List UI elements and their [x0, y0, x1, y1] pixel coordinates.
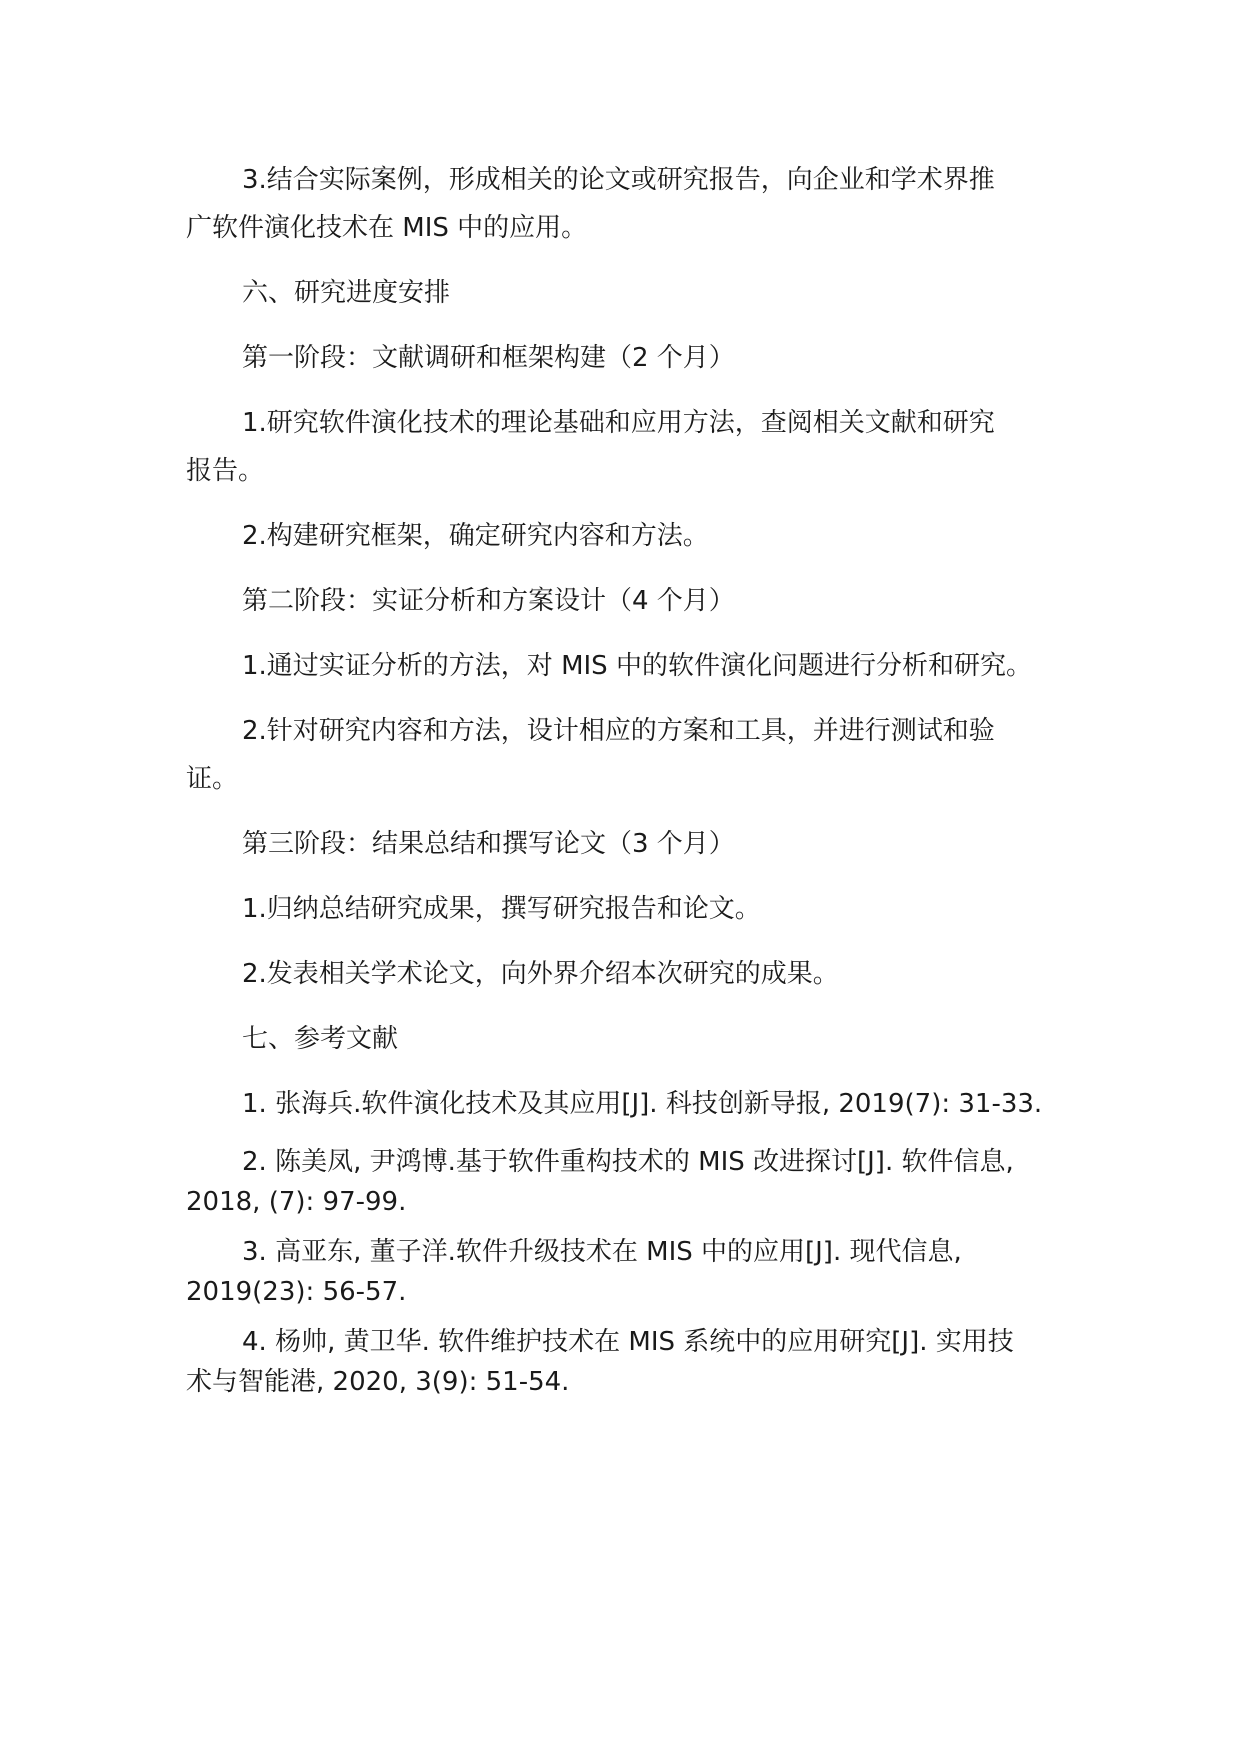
text-line: 报告。 — [186, 456, 265, 486]
paragraph-result-3 — [186, 156, 1066, 252]
text-line: 广软件演化技术在 MIS 中的应用。 — [186, 213, 588, 243]
text-line: 证。 — [186, 764, 239, 794]
reference-text: 2018, (7): 97-99. — [186, 1187, 407, 1217]
reference-text: 2. 陈美凤, 尹鸿博.基于软件重构技术的 MIS 改进探讨[J]. 软件信息, — [242, 1147, 1014, 1177]
reference-item-3 — [186, 1232, 1066, 1312]
text-line: 1.通过实证分析的方法，对 MIS 中的软件演化问题进行分析和研究。 — [242, 651, 1032, 681]
document-body — [186, 156, 1066, 1402]
text-line: 3.结合实际案例，形成相关的论文或研究报告，向企业和学术界推 — [242, 165, 995, 195]
heading-text: 六、研究进度安排 — [242, 278, 451, 308]
text-line: 2.针对研究内容和方法，设计相应的方案和工具，并进行测试和验 — [242, 716, 995, 746]
section-heading-schedule — [186, 269, 1066, 317]
stage-2-item-2 — [186, 707, 1066, 803]
reference-item-2 — [186, 1142, 1066, 1222]
stage-2-item-1 — [186, 642, 1066, 690]
reference-text: 4. 杨帅, 黄卫华. 软件维护技术在 MIS 系统中的应用研究[J]. 实用技 — [242, 1327, 1014, 1357]
heading-text: 第三阶段：结果总结和撰写论文（3 个月） — [242, 829, 735, 859]
stage-3-item-1 — [186, 885, 1066, 933]
reference-item-1 — [186, 1080, 1066, 1128]
stage-3-item-2 — [186, 950, 1066, 998]
text-line: 2.发表相关学术论文，向外界介绍本次研究的成果。 — [242, 959, 839, 989]
reference-text: 1. 张海兵.软件演化技术及其应用[J]. 科技创新导报, 2019(7): 31-33. — [242, 1089, 1043, 1119]
heading-text: 七、参考文献 — [242, 1024, 399, 1054]
heading-text: 第二阶段：实证分析和方案设计（4 个月） — [242, 586, 735, 616]
stage-2-heading — [186, 577, 1066, 625]
reference-text: 2019(23): 56-57. — [186, 1277, 407, 1307]
stage-1-item-2 — [186, 512, 1066, 560]
section-heading-references — [186, 1015, 1066, 1063]
text-line: 2.构建研究框架，确定研究内容和方法。 — [242, 521, 709, 551]
stage-1-heading — [186, 334, 1066, 382]
reference-item-4 — [186, 1322, 1066, 1402]
stage-1-item-1 — [186, 399, 1066, 495]
stage-3-heading — [186, 820, 1066, 868]
reference-text: 3. 高亚东, 董子洋.软件升级技术在 MIS 中的应用[J]. 现代信息, — [242, 1237, 962, 1267]
reference-text: 术与智能港, 2020, 3(9): 51-54. — [186, 1367, 570, 1397]
text-line: 1.归纳总结研究成果，撰写研究报告和论文。 — [242, 894, 761, 924]
text-line: 1.研究软件演化技术的理论基础和应用方法，查阅相关文献和研究 — [242, 408, 995, 438]
heading-text: 第一阶段：文献调研和框架构建（2 个月） — [242, 343, 735, 373]
